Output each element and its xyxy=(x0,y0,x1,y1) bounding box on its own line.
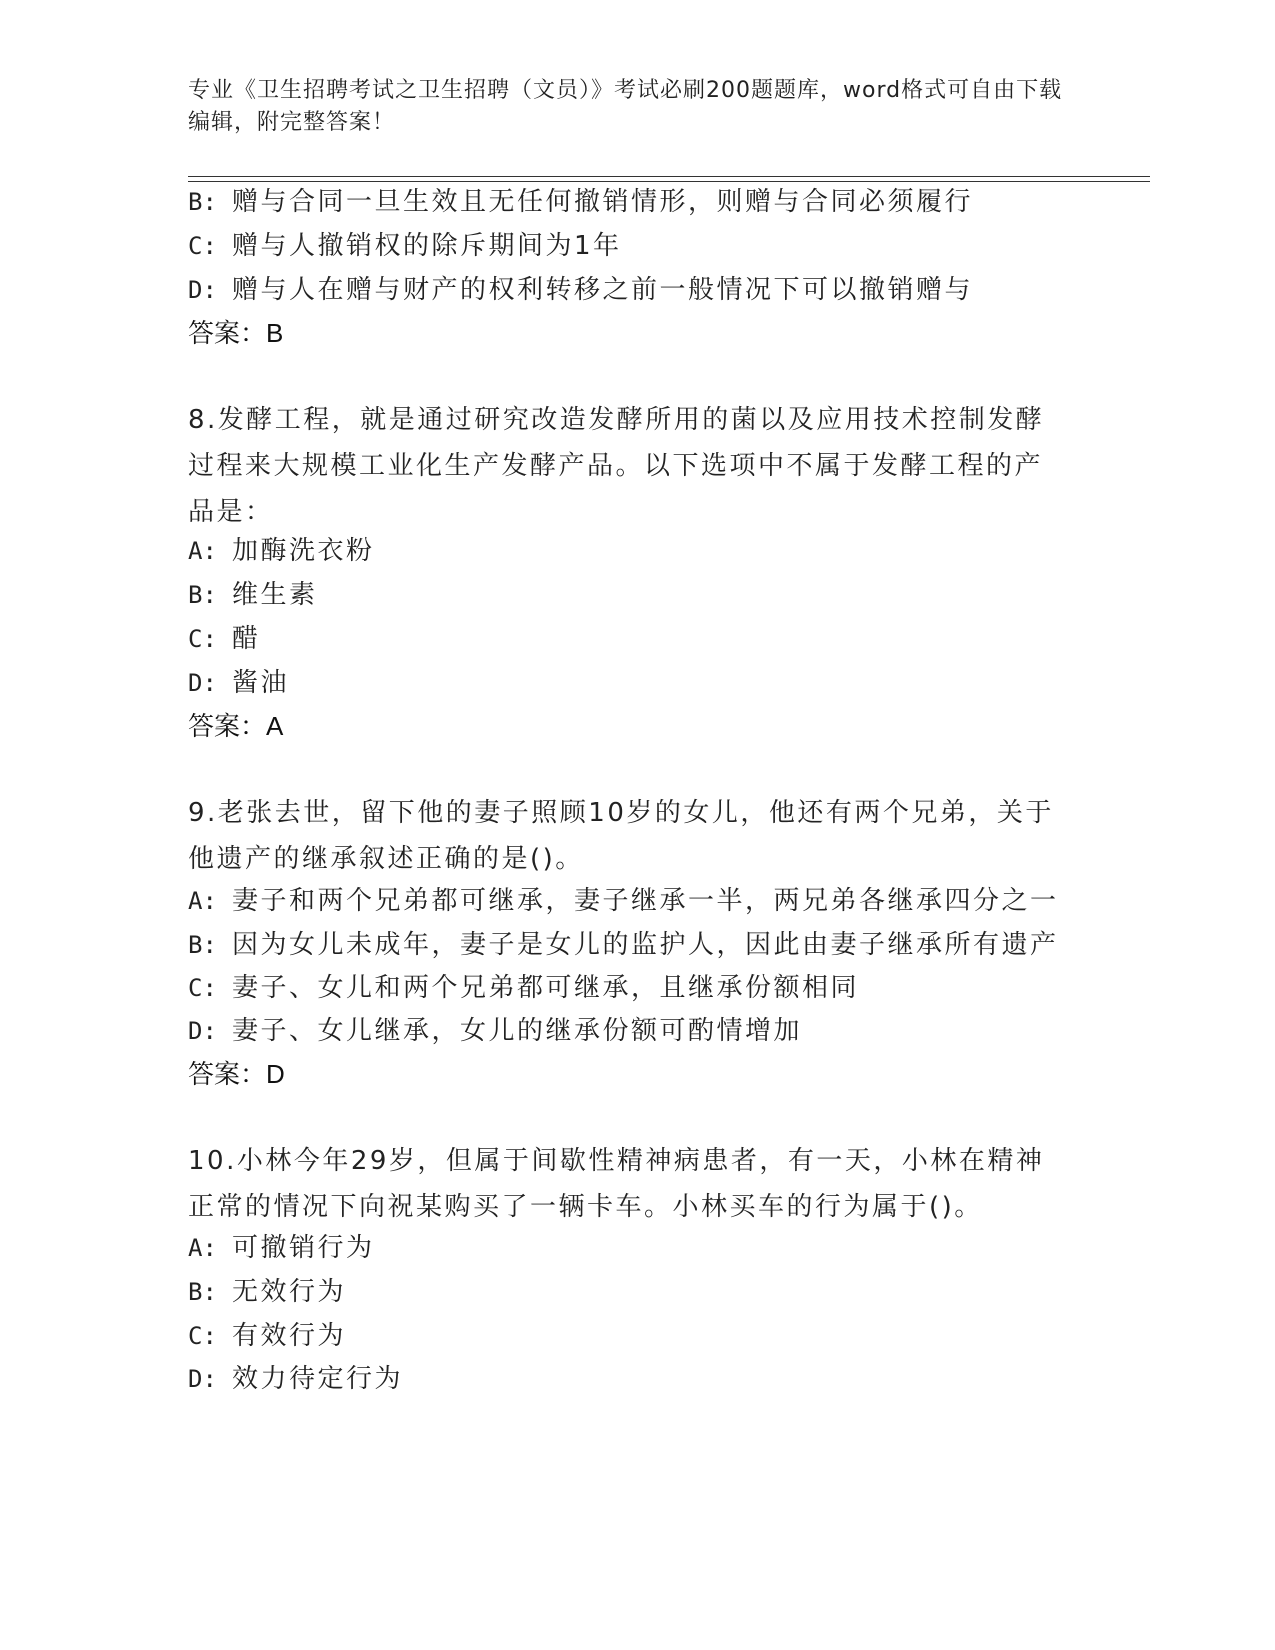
q7-option-c xyxy=(188,231,622,261)
option-label: A: xyxy=(188,887,217,915)
q10-option-d xyxy=(188,1364,403,1394)
q8-option-c xyxy=(188,624,261,654)
q10-option-c xyxy=(188,1321,346,1351)
q9-option-c xyxy=(188,973,859,1003)
option-text: 妻子和两个兄弟都可继承，妻子继承一半，两兄弟各继承四分之一 xyxy=(232,886,1059,916)
option-text: 维生素 xyxy=(232,580,318,610)
q8-question: 8.发酵工程，就是通过研究改造发酵所用的菌以及应用技术控制发酵过程来大规模工业化生产发酵产品。以下选项中不属于发酵工程的产品是： xyxy=(188,405,1045,527)
q8-option-d xyxy=(188,668,289,698)
q7-option-d xyxy=(188,275,973,305)
option-text: 可撤销行为 xyxy=(232,1233,375,1263)
option-label: B: xyxy=(188,188,217,216)
answer-value: D xyxy=(266,1059,285,1089)
answer-prefix: 答案： xyxy=(188,1060,267,1090)
option-label: B: xyxy=(188,581,217,609)
q7-option-b xyxy=(188,187,973,217)
header-rule-top xyxy=(188,176,1150,177)
option-label: C: xyxy=(188,1322,217,1350)
option-text: 酱油 xyxy=(232,668,290,698)
option-label: D: xyxy=(188,276,217,304)
q8-option-b xyxy=(188,580,318,610)
option-label: C: xyxy=(188,232,217,260)
option-label: D: xyxy=(188,1365,217,1393)
q8-option-a xyxy=(188,536,375,566)
q9-answer xyxy=(188,1059,285,1090)
q10-question: 10.小林今年29岁，但属于间歇性精神病患者，有一天，小林在精神正常的情况下向祝某购买了一辆卡车。小林买车的行为属于()。 xyxy=(188,1146,1045,1222)
q9-option-b xyxy=(188,930,1059,960)
header-rule-bottom xyxy=(188,181,1150,182)
option-text: 赠与人撤销权的除斥期间为1年 xyxy=(232,231,622,261)
option-label: D: xyxy=(188,669,217,697)
q8-answer xyxy=(188,711,283,742)
option-text: 赠与合同一旦生效且无任何撤销情形，则赠与合同必须履行 xyxy=(232,187,974,217)
option-text: 加酶洗衣粉 xyxy=(232,536,375,566)
answer-value: A xyxy=(266,711,284,741)
option-label: C: xyxy=(188,625,217,653)
option-text: 效力待定行为 xyxy=(232,1364,404,1394)
option-text: 妻子、女儿继承，女儿的继承份额可酌情增加 xyxy=(232,1016,803,1046)
option-label: C: xyxy=(188,974,217,1002)
answer-prefix: 答案： xyxy=(188,319,267,349)
option-label: A: xyxy=(188,537,217,565)
answer-prefix: 答案： xyxy=(188,712,267,742)
option-text: 妻子、女儿和两个兄弟都可继承，且继承份额相同 xyxy=(232,973,860,1003)
option-label: D: xyxy=(188,1017,217,1045)
option-text: 赠与人在赠与财产的权利转移之前一般情况下可以撤销赠与 xyxy=(232,275,974,305)
q9-question: 9.老张去世，留下他的妻子照顾10岁的女儿，他还有两个兄弟，关于他遗产的继承叙述正确的是()。 xyxy=(188,798,1054,874)
q9-option-a xyxy=(188,886,1059,916)
option-text: 无效行为 xyxy=(232,1277,347,1307)
option-label: B: xyxy=(188,931,217,959)
option-label: A: xyxy=(188,1234,217,1262)
answer-value: B xyxy=(266,318,284,348)
option-text: 醋 xyxy=(232,624,261,654)
option-text: 有效行为 xyxy=(232,1321,347,1351)
q9-option-d xyxy=(188,1016,802,1046)
q7-answer xyxy=(188,318,283,349)
q10-option-b xyxy=(188,1277,346,1307)
option-label: B: xyxy=(188,1278,217,1306)
document-header: 专业《卫生招聘考试之卫生招聘（文员）》考试必刷200题题库，word格式可自由下载编辑，附完整答案！ xyxy=(188,78,1063,135)
q10-option-a xyxy=(188,1233,375,1263)
option-text: 因为女儿未成年，妻子是女儿的监护人，因此由妻子继承所有遗产 xyxy=(232,930,1059,960)
